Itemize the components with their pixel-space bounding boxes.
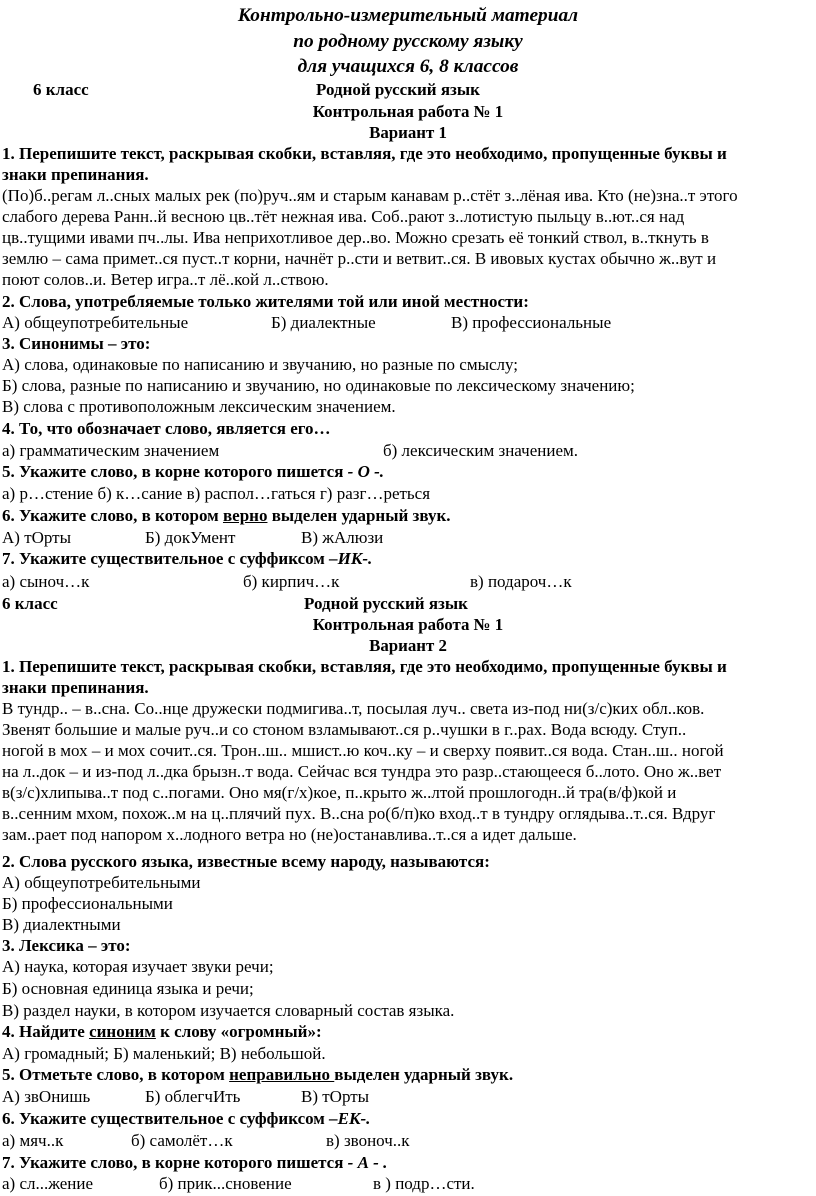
v2-q7-option-c: в ) подр…сти. <box>373 1174 475 1193</box>
v1-q3-option-b: Б) слова, разные по написанию и звучанию, но одинаковые по лексическому значению; <box>2 376 635 395</box>
v1-text-line: (По)б..регам л..сных малых рек (по)руч..ям и старым канавам р..стёт з..лёная ива. Кто (не)зна..т этого <box>2 186 738 205</box>
v2-q7-letter: - А - . <box>347 1153 388 1172</box>
v1-q5-letter: - О -. <box>347 462 385 481</box>
v2-q4-options: А) громадный; Б) маленький; В) небольшой. <box>2 1044 326 1063</box>
v2-q6-option-b: б) самолёт…к <box>131 1131 233 1150</box>
v1-q6-option-a: А) тОрты <box>2 528 72 547</box>
v2-text-line: Звенят большие и малые руч..и со стоном взламывают..ся р..чушки в г..рах. Вода всюду. Ступ.. <box>2 720 687 739</box>
v2-text-line: в..сенним мхом, похож..м на ц..плячий пух. В..сна ро(б/п)ко вход..т в тундру оглядыва..т..ся. Вдруг <box>2 804 716 823</box>
v1-q4-option-a: а) грамматическим значением <box>2 441 220 460</box>
v1-variant-title: Вариант 1 <box>369 123 447 142</box>
v2-q5-text-end: выделен ударный звук. <box>334 1065 514 1084</box>
doc-title-line-3: для учащихся 6, 8 классов <box>297 56 519 77</box>
v1-work-title: Контрольная работа № 1 <box>312 102 504 121</box>
v2-text-line: на л..док – и из-под л..дка брызн..т вода. Сейчас вся тундра это разр..стающееся б..лото. Оно ж..вет <box>2 762 722 781</box>
v2-q6-text: 6. Укажите существительное с суффиксом <box>2 1109 330 1128</box>
v1-q7-suffix: –ИК-. <box>329 549 373 568</box>
v1-q7-option-b: б) кирпич…к <box>243 572 340 591</box>
v1-q1-line1: 1. Перепишите текст, раскрывая скобки, вставляя, где это необходимо, пропущенные буквы и <box>2 144 727 163</box>
v1-q3-option-c: В) слова с противоположным лексическим значением. <box>2 397 396 416</box>
v2-work-title: Контрольная работа № 1 <box>312 615 504 634</box>
v2-q6-option-c: в) звоноч..к <box>326 1131 410 1150</box>
v1-q7-option-a: а) сыноч…к <box>2 572 90 591</box>
v1-text-line: землю – сама примет..ся пуст..т корни, начнёт р..сти и ветвит..ся. В ивовых кустах обычно ж..вут и <box>2 249 717 268</box>
v1-q2-option-c: В) профессиональные <box>451 313 612 332</box>
v1-text-line: поют солов..и. Ветер игра..т лё..кой л..ствою. <box>2 270 329 289</box>
v1-q2: 2. Слова, употребляемые только жителями той или иной местности: <box>2 292 529 311</box>
v2-text-line: зам..рает под напором х..лодного ветра но (не)останавлива..т..ся а идет дальше. <box>2 825 577 844</box>
v1-grade: 6 класс <box>33 80 89 99</box>
v2-q7 <box>2 1152 387 1173</box>
v1-q3-option-a: А) слова, одинаковые по написанию и звучанию, но разные по смыслу; <box>2 355 519 374</box>
v2-q5-option-a: А) звОнишь <box>2 1087 91 1106</box>
v1-q2-option-a: А) общеупотребительные <box>2 313 189 332</box>
v1-q4-option-b: б) лексическим значением. <box>383 441 579 460</box>
v1-q5-options: а) р…стение б) к…сание в) распол…гаться г) разг…реться <box>2 484 431 503</box>
v1-q6-text: 6. Укажите слово, в котором <box>2 506 223 525</box>
v1-q7-text: 7. Укажите существительное с суффиксом <box>2 549 330 568</box>
v1-q3: 3. Синонимы – это: <box>2 334 151 353</box>
v2-q6 <box>2 1108 370 1129</box>
v2-q3-option-a: А) наука, которая изучает звуки речи; <box>2 957 274 976</box>
v1-q7 <box>2 548 372 569</box>
v2-subject: Родной русский язык <box>304 594 468 613</box>
v1-q7-option-c: в) подароч…к <box>470 572 572 591</box>
v1-q2-option-b: Б) диалектные <box>271 313 376 332</box>
v1-q6-option-c: В) жАлюзи <box>301 528 384 547</box>
v1-q5-text: 5. Укажите слово, в корне которого пишется <box>2 462 348 481</box>
v2-q2-option-b: Б) профессиональными <box>2 894 173 913</box>
v2-q3-option-b: Б) основная единица языка и речи; <box>2 979 254 998</box>
v2-q4 <box>2 1021 322 1042</box>
v2-q7-option-a: а) сл...жение <box>2 1174 94 1193</box>
v2-text-line: в(з/с)хлипыва..т под с..погами. Оно мя(г/х)кое, п..крыто ж..лтой прошлогодн..й тра(в/ф)кой и <box>2 783 677 802</box>
v2-q5-text: 5. Отметьте слово, в котором <box>2 1065 230 1084</box>
v2-text-line: ногой в мох – и мох сочит..ся. Трон..ш.. мшист..ю коч..ку – и сверху появит..ся вода. Стан..ш.. ногой <box>2 741 724 760</box>
v2-q6-option-a: а) мяч..к <box>2 1131 64 1150</box>
v2-q1-line2: знаки препинания. <box>2 678 149 697</box>
v2-q2: 2. Слова русского языка, известные всему народу, называются: <box>2 852 490 871</box>
v2-text-line: В тундр.. – в..сна. Со..нце дружески подмигива..т, посылая луч.. света из-под ни(з/с)ких обл..ков. <box>2 699 705 718</box>
v2-q4-text-end: к слову «огромный»: <box>155 1022 322 1041</box>
v2-q4-underlined: синоним <box>89 1022 156 1041</box>
v1-subject: Родной русский язык <box>316 80 480 99</box>
v1-text-line: слабого дерева Ранн..й весною цв..тёт нежная ива. Соб..рают з..лотистую пыльцу в..ют..ся над <box>2 207 685 226</box>
v1-q1-line2: знаки препинания. <box>2 165 149 184</box>
v2-q5-option-c: В) тОрты <box>301 1087 370 1106</box>
doc-title-line-1: Контрольно-измерительный материал <box>237 5 579 26</box>
v1-text-line: цв..тущими ивами пч..лы. Ива неприхотливое дер..во. Можно срезать её тонкий ствол, в..ткнуть в <box>2 228 709 247</box>
v1-q6-underlined: верно <box>222 506 268 525</box>
v1-q5 <box>2 461 384 482</box>
v2-q2-option-a: А) общеупотребительными <box>2 873 201 892</box>
v2-q7-option-b: б) прик...сновение <box>159 1174 292 1193</box>
v1-q6 <box>2 505 451 526</box>
doc-title-line-2: по родному русскому языку <box>293 31 523 52</box>
v2-grade: 6 класс <box>2 594 58 613</box>
v2-q3: 3. Лексика – это: <box>2 936 131 955</box>
v2-q1-line1: 1. Перепишите текст, раскрывая скобки, вставляя, где это необходимо, пропущенные буквы и <box>2 657 727 676</box>
v2-q3-option-c: В) раздел науки, в котором изучается словарный состав языка. <box>2 1001 455 1020</box>
v1-q6-text-end: выделен ударный звук. <box>267 506 451 525</box>
v2-q5-option-b: Б) облегчИть <box>145 1087 241 1106</box>
v2-q2-option-c: В) диалектными <box>2 915 121 934</box>
v2-variant-title: Вариант 2 <box>369 636 447 655</box>
v2-q6-suffix: –ЕК-. <box>329 1109 371 1128</box>
v1-q6-option-b: Б) докУмент <box>145 528 236 547</box>
v1-q4: 4. То, что обозначает слово, является его… <box>2 419 331 438</box>
v2-q4-text: 4. Найдите <box>2 1022 90 1041</box>
v2-q7-text: 7. Укажите слово, в корне которого пишется <box>2 1153 348 1172</box>
v2-q5-underlined: неправильно <box>229 1065 335 1084</box>
v2-q5 <box>2 1064 513 1085</box>
